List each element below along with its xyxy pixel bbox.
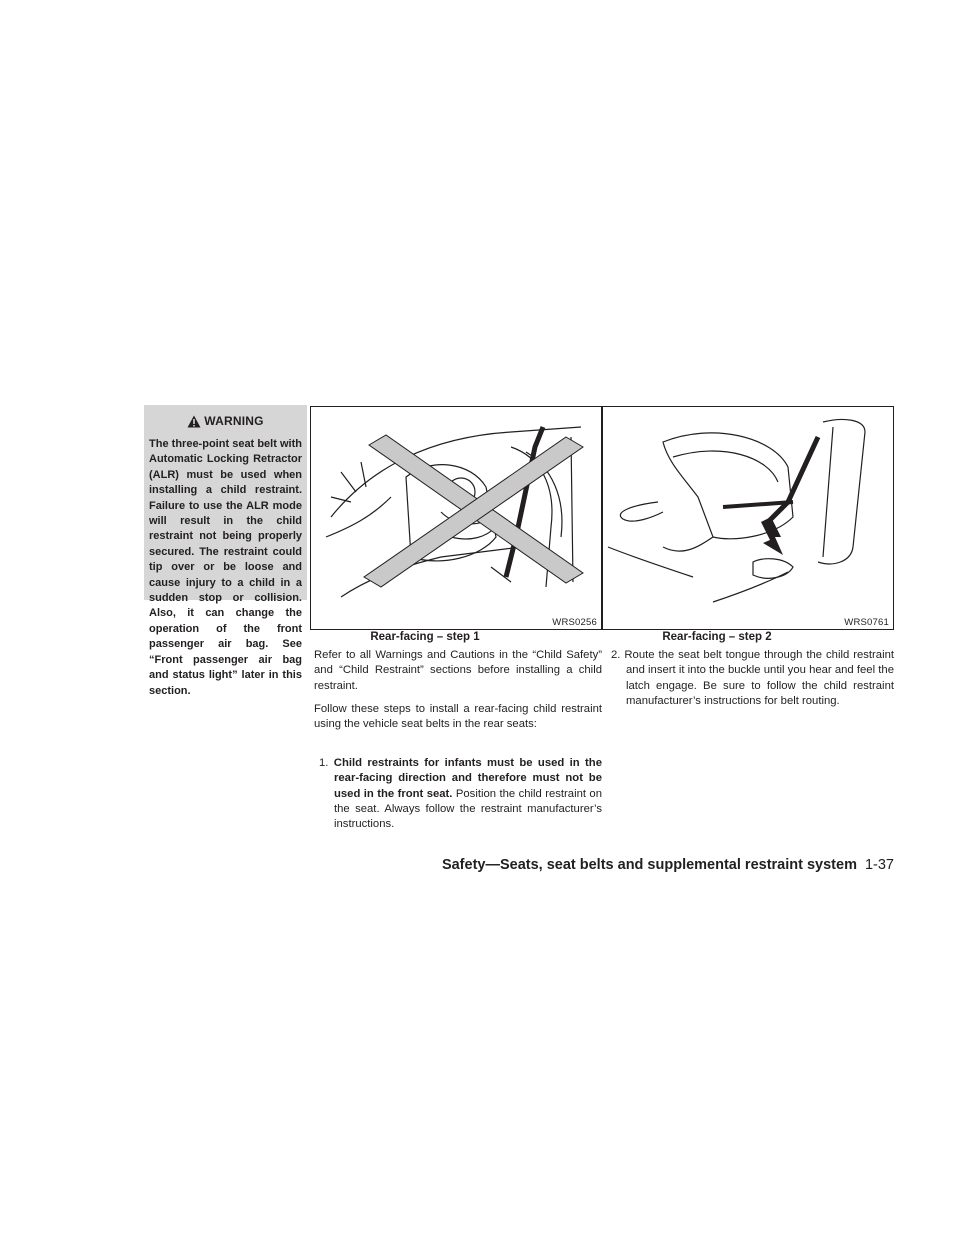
- figure-caption: Rear-facing – step 2: [662, 631, 772, 643]
- warning-heading: WARNING: [149, 409, 302, 433]
- footer-section-title: Safety—Seats, seat belts and supplemental restraint system: [441, 857, 857, 873]
- page-footer: [442, 857, 894, 873]
- direction-arrow: [761, 517, 783, 555]
- figure-rear-facing-step1: [310, 406, 602, 630]
- step-1: [314, 756, 602, 832]
- step-number: 1.: [319, 757, 329, 769]
- figure-rear-facing-step2: [602, 406, 894, 630]
- step-2-text: Route the seat belt tongue through the child restraint and insert it into the buckle until you hear and feel the latch engage. Be sure to follow the child restraint manufacturer’s instructions for belt routing.: [624, 649, 894, 707]
- figure-caption: Rear-facing – step 1: [370, 631, 480, 643]
- step-number: 2.: [611, 649, 621, 661]
- figure-code: WRS0761: [844, 617, 889, 628]
- step-2: [606, 648, 894, 709]
- belt-routing-illustration: [603, 407, 893, 613]
- warning-triangle-icon: [187, 415, 201, 428]
- steps-intro-paragraph: Follow these steps to install a rear-facing child restraint using the vehicle seat belts in the rear seats:: [314, 703, 602, 731]
- figure-code: WRS0256: [552, 617, 597, 628]
- step-1-text: Position the child restraint on the seat. Always follow the restraint manufacturer’s instructions.: [334, 787, 602, 831]
- warning-box: [144, 405, 307, 697]
- warning-text: The three-point seat belt with Automatic Locking Retractor (ALR) must be used when installing a child restraint. Failure to use the ALR mode will result in the child restraint not being properly secured. The restraint could tip over or be loose and cause injury to a child in a sudden stop or collision. Also, it can change the operation of the front passenger air bag. See “Front passenger air bag and status light” later in this section.: [149, 438, 302, 697]
- child-seat-illustration-crossed: [311, 407, 601, 613]
- step-1-emphasis: Child restraints for infants must be used in the rear-facing direction and therefore must not be used in the front seat.: [333, 757, 602, 800]
- page-number: 1-37: [864, 857, 894, 873]
- intro-paragraph: Refer to all Warnings and Cautions in the “Child Safety” and “Child Restraint” sections before installing a child restraint.: [314, 649, 602, 692]
